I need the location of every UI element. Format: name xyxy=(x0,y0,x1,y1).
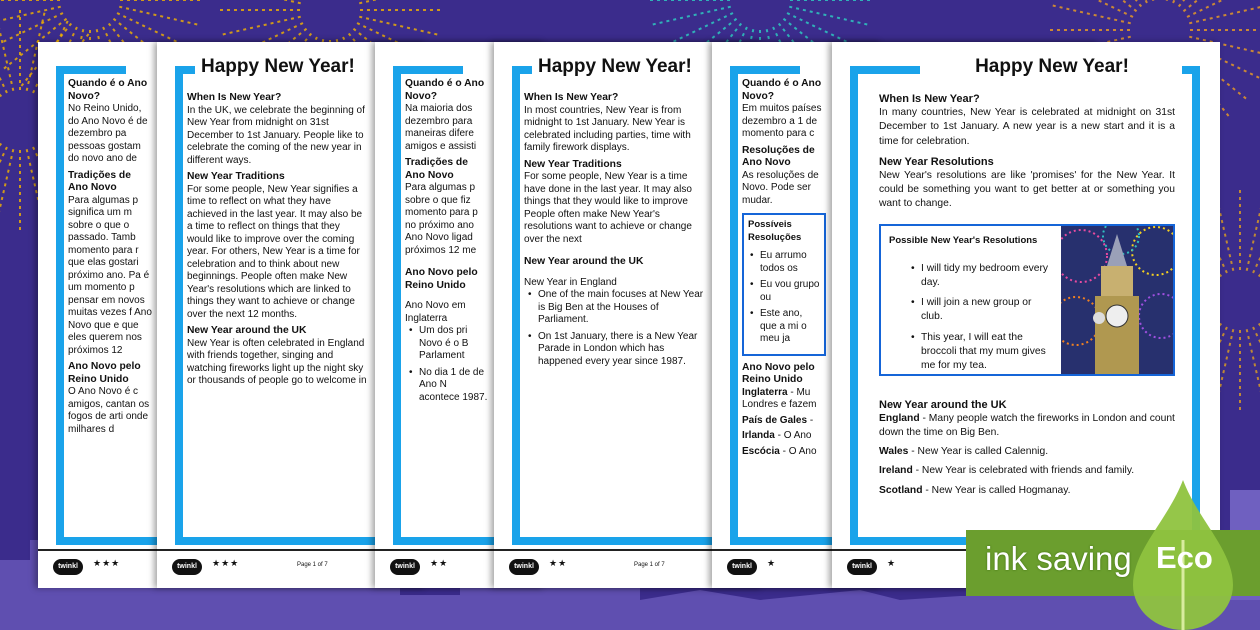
box-title: Possible New Year's Resolutions xyxy=(889,234,1038,246)
frame-top-left xyxy=(393,66,463,74)
country-text: O Ano xyxy=(783,430,812,441)
country-entry xyxy=(742,446,826,459)
section-heading: Ano Novo pelo Reino Unido xyxy=(742,361,815,385)
page-title: Happy New Year! xyxy=(201,56,355,77)
frame-top-left xyxy=(56,66,126,74)
separator: - xyxy=(779,445,789,457)
bullet-list xyxy=(409,325,489,404)
bullet-list xyxy=(911,262,1053,373)
page-number: Page 1 of 7 xyxy=(634,562,665,568)
page-title: Happy New Year! xyxy=(538,56,692,77)
paragraph: As resoluções de Novo. Pode ser mudar. xyxy=(742,169,819,206)
section-heading: New Year Traditions xyxy=(524,158,622,170)
section-heading: Quando é o Ano Novo? xyxy=(742,78,822,102)
frame-top-left xyxy=(175,66,195,74)
page-title: Happy New Year! xyxy=(975,56,1129,77)
firework-ray xyxy=(1053,6,1131,24)
page-content xyxy=(187,92,367,392)
twinkl-logo: twinkl xyxy=(390,559,420,575)
bullet-list xyxy=(750,250,820,346)
firework-ray xyxy=(223,17,301,35)
section-heading: New Year Traditions xyxy=(187,171,285,182)
firework-ray xyxy=(1136,0,1154,1)
section-heading: When Is New Year? xyxy=(879,93,980,105)
firework-ray xyxy=(223,0,301,3)
paragraph: In many countries, New Year is celebrated at midnight on 31st December to 1st January. A new year is a new start and it is a time for celebration. xyxy=(879,107,1175,147)
country-text: O Ano xyxy=(788,445,817,457)
list-item: • Eu arrumo todos os xyxy=(750,250,820,275)
section-heading: New Year around the UK xyxy=(879,398,1007,411)
country-text: Mu Londres e fazem xyxy=(742,386,817,410)
big-ben-image xyxy=(1061,226,1173,374)
paragraph: New Year's resolutions are like 'promises' for the New Year. It could be something you want to get better at or something you want to change. xyxy=(879,170,1175,210)
list-item: • Eu vou grupo ou xyxy=(750,279,820,304)
separator: - xyxy=(807,414,814,426)
section-heading: Resoluções de Ano Novo xyxy=(742,144,815,168)
difficulty-stars: ★★ xyxy=(430,558,449,568)
subheading: Ano Novo em Inglaterra xyxy=(405,300,466,324)
section-heading: New Year around the UK xyxy=(187,325,307,336)
country-name: Wales xyxy=(879,446,909,458)
firework-ray xyxy=(0,21,7,93)
big-ben-illustration xyxy=(1061,226,1173,374)
section-heading: Ano Novo pelo Reino Unido xyxy=(405,267,478,291)
section-heading: When Is New Year? xyxy=(524,92,619,103)
firework-ray xyxy=(1173,0,1208,3)
list-item: • Um dos pri Novo é o B Parlament xyxy=(409,325,489,363)
eco-label: Eco xyxy=(1156,540,1213,575)
list-item: • No dia 1 de de Ano N acontece 1987. xyxy=(409,367,489,405)
country-name: Inglaterra xyxy=(742,386,788,398)
section-heading: Tradições de Ano Novo xyxy=(405,157,468,181)
country-text: Many people watch the fireworks in London and count down the time on Big Ben. xyxy=(879,412,1175,439)
resolutions-list xyxy=(744,215,824,354)
firework-ray xyxy=(0,34,1,97)
firework-ray xyxy=(0,13,13,91)
country-entry xyxy=(742,430,826,443)
section-heading: Ano Novo pelo Reino Unido xyxy=(68,361,141,385)
firework-ray xyxy=(1253,201,1260,273)
section-heading: When Is New Year? xyxy=(187,92,282,103)
firework-ray xyxy=(1183,0,1246,11)
firework-ray xyxy=(1112,0,1147,3)
frame-top-left xyxy=(850,66,920,74)
section-heading: Quando é o Ano Novo? xyxy=(405,78,485,102)
paragraph: Para algumas p sobre o que fiz momento para p no próximo ano Ano Novo ligad próximos 12 me xyxy=(405,182,478,256)
country-name: Escócia xyxy=(742,445,780,457)
country-name: Irlanda xyxy=(742,430,775,441)
section-heading: New Year around the UK xyxy=(524,256,644,267)
separator: - xyxy=(922,484,932,496)
firework-ray xyxy=(1167,0,1185,1)
firework-ray xyxy=(1061,0,1133,17)
list-item: • This year, I will eat the broccoli that my mum gives me for my tea. xyxy=(911,331,1053,374)
paragraph: For some people, New Year signifies a time to reflect on what they have achieved in the last year. It may also be a time to reflect on things that they would like to improve over the coming year. For others, New Year is a time for celebration and to think about new beginnings. People often make New Year's resolutions which are linked to things they want to achieve or change over the next 12 months. xyxy=(187,183,363,320)
firework-ray xyxy=(1247,329,1260,407)
twinkl-logo: twinkl xyxy=(172,559,202,575)
paragraph: For some people, New Year is a time have done in the last year. It may also things that they would like to improve People often make New Year's resolutions want to achieve or change over the next xyxy=(524,171,692,245)
list-item: • Este ano, que a mi o meu ja xyxy=(750,308,820,346)
country-name: Scotland xyxy=(879,484,923,496)
country-entry xyxy=(742,387,826,412)
country-text: New Year is called Hogmanay. xyxy=(931,484,1071,496)
paragraph: O Ano Novo é c amigos, cantan os fogos de arti onde milhares d xyxy=(68,386,150,435)
country-name: País de Gales xyxy=(742,414,808,426)
country-entry xyxy=(742,415,826,428)
page-content xyxy=(524,92,704,372)
list-item: • On 1st January, there is a New Year Parade in London which has happened every year since 1987. xyxy=(528,331,704,369)
page-content xyxy=(405,78,489,408)
box-title: Possíveis Resoluções xyxy=(748,219,802,243)
firework-ray xyxy=(119,7,197,25)
firework-ray xyxy=(1074,0,1137,11)
firework-ray xyxy=(1187,0,1259,17)
country-entry xyxy=(879,445,1175,459)
firework-ray xyxy=(0,143,1,206)
frame-top-right xyxy=(1182,66,1200,74)
page-content xyxy=(879,92,1175,503)
difficulty-stars: ★★★ xyxy=(212,558,240,568)
paragraph: No Reino Unido, do Ano Novo é de dezembro pa pessoas gostam do novo ano de xyxy=(68,103,148,164)
resolutions-box xyxy=(742,213,826,356)
ink-saving-label: ink saving xyxy=(985,540,1132,577)
firework-ray xyxy=(0,147,7,219)
country-text: New Year is celebrated with friends and family. xyxy=(921,465,1135,477)
separator: - xyxy=(774,430,784,441)
frame-top-left xyxy=(730,66,800,74)
subheading: New Year in England xyxy=(524,276,617,288)
paragraph: Na maioria dos dezembro para maneiras difere amigos e assisti xyxy=(405,103,477,152)
section-heading: Quando é o Ano Novo? xyxy=(68,78,148,102)
country-text: New Year is called Calennig. xyxy=(917,446,1049,458)
bullet-list xyxy=(528,289,704,368)
firework-ray xyxy=(359,17,437,35)
paragraph: New Year is often celebrated in England with friends together, singing and watching fireworks light up the night sky or thousands of people go to welcome in xyxy=(187,337,367,386)
page-content xyxy=(742,78,826,461)
firework-ray xyxy=(0,7,61,25)
twinkl-logo: twinkl xyxy=(847,559,877,575)
firework-ray xyxy=(1247,193,1260,271)
list-item: • I will tidy my bedroom every day. xyxy=(911,262,1053,290)
separator: - xyxy=(787,386,797,398)
country-name: Ireland xyxy=(879,465,913,477)
separator: - xyxy=(919,412,929,424)
section-heading: New Year Resolutions xyxy=(879,155,994,168)
paragraph: In the UK, we celebrate the beginning of New Year from midnight on 31st December to 1st January. People like to celebrate the coming of the new year in different ways. xyxy=(187,104,365,166)
paragraph: Em muitos países dezembro a 1 de momento para c xyxy=(742,103,822,139)
list-item: • One of the main focuses at New Year is Big Ben at the Houses of Parliament. xyxy=(528,289,704,327)
page-number: Page 1 of 7 xyxy=(297,562,328,568)
paragraph: In most countries, New Year is from midnight to 1st January. New Year is celebrated including parties, time with family firework displays. xyxy=(524,104,691,153)
difficulty-stars: ★ xyxy=(767,558,777,568)
country-name: England xyxy=(879,412,920,424)
separator: - xyxy=(912,465,922,477)
difficulty-stars: ★★ xyxy=(549,558,568,568)
separator: - xyxy=(908,446,918,458)
firework-ray xyxy=(1253,327,1260,399)
difficulty-stars: ★ xyxy=(887,558,897,568)
list-item: • I will join a new group or club. xyxy=(911,296,1053,324)
twinkl-logo: twinkl xyxy=(53,559,83,575)
firework-ray xyxy=(0,149,13,227)
paragraph: Para algumas p significa um m sobre o que o passado. Tamb momento para r que elas gostari próximo ano. Pa é um momento p pensar em novos muitas vezes f Ano Novo que e que eles querem nos próximos 12 xyxy=(68,194,152,356)
country-entry xyxy=(879,464,1175,478)
firework-ray xyxy=(1189,6,1260,24)
twinkl-logo: twinkl xyxy=(509,559,539,575)
firework-ray xyxy=(653,7,731,25)
firework-ray xyxy=(359,0,437,3)
country-entry xyxy=(879,412,1175,440)
frame-top-left xyxy=(512,66,532,74)
twinkl-logo: twinkl xyxy=(727,559,757,575)
page-content xyxy=(68,78,152,440)
firework-ray xyxy=(789,7,867,25)
difficulty-stars: ★★★ xyxy=(93,558,121,568)
section-heading: Tradições de Ano Novo xyxy=(68,169,131,193)
resolutions-box xyxy=(879,224,1175,376)
resolutions-list xyxy=(881,226,1061,374)
